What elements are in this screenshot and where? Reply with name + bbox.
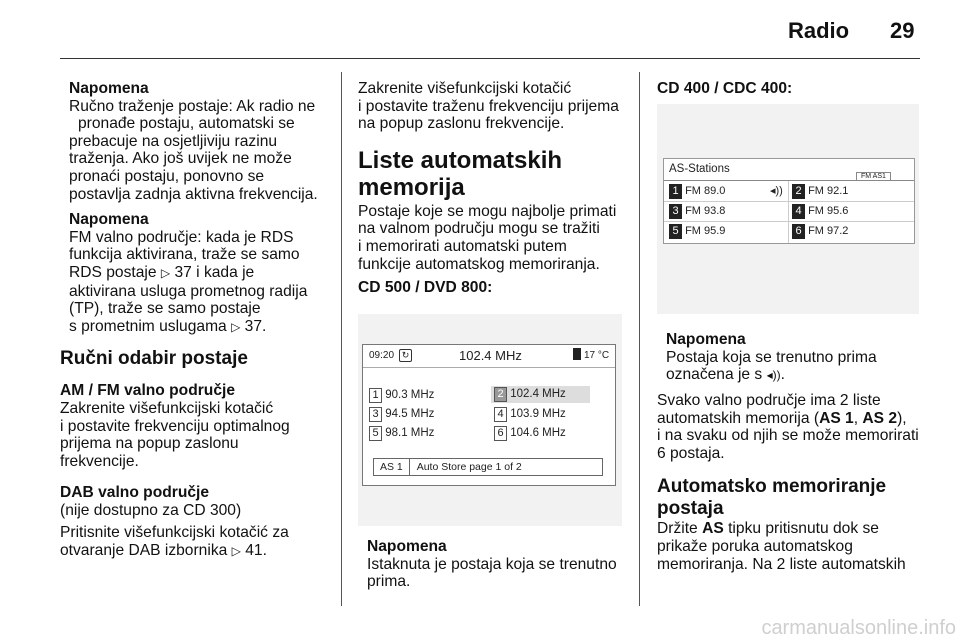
note-line: aktivirana usluga prometnog radija bbox=[69, 282, 308, 300]
body-line: i postavite frekvenciju optimalnog bbox=[60, 417, 290, 435]
speaker-icon: ◂)) bbox=[766, 368, 781, 383]
cd500-screenshot bbox=[358, 314, 622, 526]
body-line: 6 postaja. bbox=[657, 444, 725, 462]
temperature: 17 °C bbox=[584, 350, 610, 361]
note-line: funkcija aktivirana, traže se samo bbox=[69, 246, 300, 264]
preset-4[interactable] bbox=[792, 204, 848, 219]
watermark: carmanualsonline.info bbox=[761, 617, 956, 639]
clock: 09:20 bbox=[369, 350, 395, 361]
cd400-screenshot bbox=[657, 104, 919, 314]
ref-arrow-icon: ▷ bbox=[160, 265, 171, 280]
preset-5[interactable] bbox=[669, 224, 725, 239]
note-line: postavlja zadnja aktivna frekvencija. bbox=[69, 185, 318, 203]
preset-number: 1 bbox=[369, 388, 382, 403]
preset-frequency: 90.3 MHz bbox=[385, 389, 435, 401]
note-line: prima. bbox=[367, 573, 411, 591]
preset-number: 5 bbox=[669, 224, 682, 239]
divider bbox=[664, 221, 914, 222]
speaker-icon: ◂)) bbox=[770, 185, 783, 197]
preset-3[interactable] bbox=[669, 204, 725, 219]
preset-frequency: FM 97.2 bbox=[808, 225, 849, 237]
section-heading: postaja bbox=[657, 498, 724, 520]
note-line: (TP), traže se samo postaje bbox=[69, 300, 261, 318]
divider bbox=[788, 181, 789, 243]
subsection-heading: CD 500 / DVD 800: bbox=[358, 279, 493, 297]
page-section-title: Radio bbox=[788, 18, 850, 43]
note-heading: Napomena bbox=[666, 331, 746, 348]
refresh-icon: ↻ bbox=[399, 349, 412, 362]
note-line: RDS postaje ▷ 37 i kada je bbox=[69, 263, 255, 281]
ref-arrow-icon: ▷ bbox=[231, 544, 241, 559]
note-line: pronaći postaju, ponovno se bbox=[69, 167, 265, 185]
preset-number: 4 bbox=[494, 407, 507, 422]
preset-number: 3 bbox=[669, 204, 682, 219]
preset-6[interactable] bbox=[494, 426, 566, 441]
column-divider bbox=[639, 72, 640, 606]
preset-2-selected[interactable] bbox=[491, 386, 590, 403]
body-line: i postavite traženu frekvenciju prijema bbox=[358, 97, 619, 115]
note-line: FM valno područje: kada je RDS bbox=[69, 228, 294, 246]
current-frequency: 102.4 MHz bbox=[459, 348, 522, 363]
preset-frequency: FM 93.8 bbox=[685, 205, 726, 217]
preset-frequency: 104.6 MHz bbox=[510, 427, 566, 439]
body-line: Zakrenite višefunkcijski kotačić bbox=[60, 399, 274, 417]
note-line: pronađe postaju, automatski se bbox=[78, 115, 295, 133]
preset-frequency: FM 95.6 bbox=[808, 205, 849, 217]
preset-5[interactable] bbox=[369, 426, 434, 441]
body-line: funkcije automatskog memoriranja. bbox=[358, 255, 600, 273]
preset-number: 4 bbox=[792, 204, 805, 219]
section-heading: Liste automatskih bbox=[358, 146, 563, 174]
note-line: Postaja koja se trenutno prima bbox=[666, 348, 877, 366]
body-line: (nije dostupno za CD 300) bbox=[60, 501, 242, 519]
note-line: prebacuje na osjetljiviju razinu bbox=[69, 132, 278, 150]
display-title: AS-Stations bbox=[669, 163, 730, 175]
header-rule bbox=[60, 58, 920, 59]
section-heading: memorija bbox=[358, 173, 465, 201]
note-line: traženja. Ako još uvijek ne može bbox=[69, 150, 292, 168]
note-heading: Napomena bbox=[69, 211, 149, 229]
body-line: otvaranje DAB izbornika ▷ 41. bbox=[60, 542, 267, 560]
body-line: Držite AS tipku pritisnutu dok se bbox=[657, 520, 879, 538]
as-stations-display bbox=[663, 158, 915, 244]
body-line: Zakrenite višefunkcijski kotačić bbox=[358, 80, 572, 97]
subsection-heading: DAB valno područje bbox=[60, 484, 210, 502]
preset-number: 6 bbox=[792, 224, 805, 239]
preset-frequency: 103.9 MHz bbox=[510, 408, 566, 420]
as-button: AS 1 bbox=[374, 459, 410, 475]
preset-3[interactable] bbox=[369, 407, 434, 422]
body-line: Postaje koje se mogu najbolje primati bbox=[358, 202, 617, 220]
column-2 bbox=[358, 80, 633, 297]
radio-display bbox=[362, 344, 616, 486]
preset-1[interactable] bbox=[369, 388, 434, 403]
preset-number: 2 bbox=[494, 387, 507, 402]
section-heading: Automatsko memoriranje bbox=[657, 476, 887, 498]
body-line: i na svaku od njih se može memorirati bbox=[657, 427, 919, 445]
body-line: prikaže poruka automatskog bbox=[657, 537, 853, 555]
note-line: Istaknuta je postaja koja se trenutno bbox=[367, 555, 617, 573]
body-line: i memorirati automatski putem bbox=[358, 237, 567, 255]
preset-frequency: 94.5 MHz bbox=[385, 408, 435, 420]
preset-number: 2 bbox=[792, 184, 805, 199]
autostore-text: Auto Store page 1 of 2 bbox=[416, 461, 522, 473]
column-1 bbox=[60, 80, 335, 561]
display-tab: FM AS1 bbox=[856, 172, 891, 180]
body-line: na popup zaslonu frekvencije. bbox=[358, 115, 565, 133]
subsection-heading: AM / FM valno područje bbox=[60, 382, 236, 400]
body-line: memoriranja. Na 2 liste automatskih bbox=[657, 555, 906, 573]
preset-number: 1 bbox=[669, 184, 682, 199]
column-3 bbox=[657, 80, 932, 98]
autostore-bar[interactable] bbox=[373, 458, 603, 476]
column-divider bbox=[341, 72, 342, 606]
note-heading: Napomena bbox=[69, 80, 149, 97]
section-heading: Ručni odabir postaje bbox=[60, 348, 248, 370]
column-2-note bbox=[367, 538, 637, 591]
note-line: Ručno traženje postaje: Ak radio ne bbox=[69, 97, 316, 115]
preset-number: 5 bbox=[369, 426, 382, 441]
preset-frequency: 98.1 MHz bbox=[385, 427, 435, 439]
preset-6[interactable] bbox=[792, 224, 848, 239]
preset-frequency: FM 92.1 bbox=[808, 185, 849, 197]
note-line: s prometnim uslugama ▷ 37. bbox=[69, 317, 267, 335]
preset-1[interactable] bbox=[669, 184, 725, 199]
note-line: označena je s ◂)). bbox=[666, 366, 785, 384]
preset-number: 6 bbox=[494, 426, 507, 441]
body-line: prijema na popup zaslonu bbox=[60, 435, 239, 453]
preset-frequency: FM 89.0 bbox=[685, 185, 726, 197]
body-line: automatskih memorija (AS 1, AS 2), bbox=[657, 409, 907, 427]
preset-frequency: FM 95.9 bbox=[685, 225, 726, 237]
column-3-body bbox=[657, 392, 932, 573]
phone-icon bbox=[573, 348, 581, 360]
divider bbox=[664, 180, 914, 181]
body-line: na valnom području mogu se tražiti bbox=[358, 220, 600, 238]
column-3-note bbox=[666, 331, 928, 385]
body-line: Svako valno područje ima 2 liste bbox=[657, 392, 881, 409]
preset-4[interactable] bbox=[494, 407, 566, 422]
divider bbox=[664, 201, 914, 202]
body-line: frekvencije. bbox=[60, 452, 139, 470]
preset-frequency: 102.4 MHz bbox=[510, 388, 566, 400]
preset-2[interactable] bbox=[792, 184, 848, 199]
ref-arrow-icon: ▷ bbox=[231, 319, 241, 334]
note-heading: Napomena bbox=[367, 538, 447, 555]
divider bbox=[363, 367, 615, 368]
subsection-heading: CD 400 / CDC 400: bbox=[657, 80, 793, 97]
page-number: 29 bbox=[890, 18, 915, 43]
body-line: Pritisnite višefunkcijski kotačić za bbox=[60, 524, 289, 542]
preset-number: 3 bbox=[369, 407, 382, 422]
